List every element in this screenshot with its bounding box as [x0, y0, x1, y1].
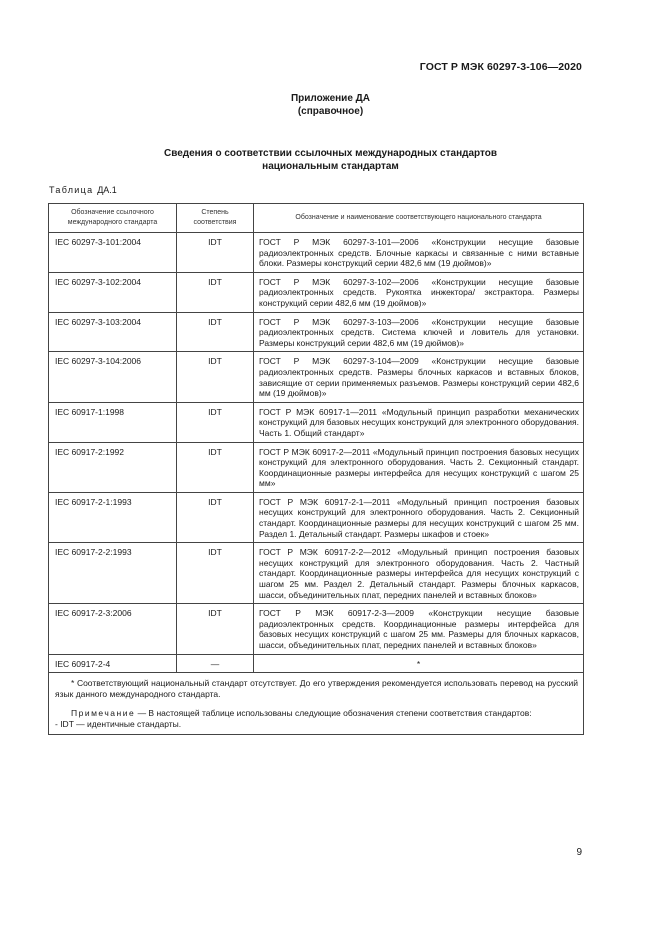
table-caption-id: ДА.1: [97, 185, 117, 195]
degree-of-correspondence: —: [177, 654, 254, 673]
international-standard: IEC 60917-1:1998: [49, 402, 177, 442]
section-title: [0, 147, 661, 173]
table-note: [55, 708, 578, 719]
degree-of-correspondence: IDT: [177, 272, 254, 312]
table-row: [49, 352, 584, 402]
international-standard: IEC 60297-3-102:2004: [49, 272, 177, 312]
international-standard: IEC 60917-2-3:2006: [49, 604, 177, 654]
degree-of-correspondence: IDT: [177, 604, 254, 654]
table-footnote-cell: [49, 673, 584, 734]
degree-of-correspondence: IDT: [177, 233, 254, 273]
international-standard: IEC 60297-3-101:2004: [49, 233, 177, 273]
table-row: [49, 402, 584, 442]
note-label: Примечание: [71, 708, 136, 719]
degree-of-correspondence: IDT: [177, 442, 254, 492]
table-row: [49, 604, 584, 654]
national-standard: ГОСТ Р МЭК 60297-3-104—2009 «Конструкции несущие базовые радиоэлектронных средств. Размеры блочных каркасов и вставных блоков, зависящие от серии применяемых разъемов. Размеры конструкций серии 482,6 мм (19 дюймов)»: [254, 352, 584, 402]
column-header-national: Обозначение и наименование соответствующего национального стандарта: [254, 204, 584, 233]
note-text: — В настоящей таблице использованы следующие обозначения степени соответствия стандартов:: [135, 708, 532, 719]
international-standard: IEC 60297-3-103:2004: [49, 312, 177, 352]
table-row: [49, 272, 584, 312]
national-standard: ГОСТ Р МЭК 60297-3-102—2006 «Конструкции несущие базовые радиоэлектронных средств. Рукоятка инжектора/ экстрактора. Размеры конструкций серии 482,6 мм (19 дюймов)»: [254, 272, 584, 312]
table-caption: [49, 185, 117, 195]
national-standard: ГОСТ Р МЭК 60917-2-3—2009 «Конструкции несущие базовые радиоэлектронных средств. Координационные размеры интерфейса для базовых несущих конструкций с шагом 25 мм. Размеры для блочных каркасов, шасси, объединительных плат, передних панелей и вставных блоков»: [254, 604, 584, 654]
international-standard: IEC 60917-2:1992: [49, 442, 177, 492]
degree-of-correspondence: IDT: [177, 492, 254, 542]
table-row: [49, 312, 584, 352]
column-header-international: Обозначение ссылочного международного стандарта: [49, 204, 177, 233]
table-footnote-row: [49, 673, 584, 734]
national-standard: ГОСТ Р МЭК 60917-2-1—2011 «Модульный принцип построения базовых несущих конструкций для электронного оборудования. Часть 2. Секционный стандарт. Координационные размеры для несущих конструкций с шагом 25 мм. Раздел 1. Детальный стандарт. Размеры шкафов и стоек»: [254, 492, 584, 542]
degree-of-correspondence: IDT: [177, 312, 254, 352]
table-row: [49, 654, 584, 673]
international-standard: IEC 60297-3-104:2006: [49, 352, 177, 402]
table-row: [49, 233, 584, 273]
table-caption-word: Таблица: [49, 185, 94, 195]
degree-of-correspondence: IDT: [177, 402, 254, 442]
degree-of-correspondence: IDT: [177, 352, 254, 402]
appendix-heading: [0, 92, 661, 118]
table-footnote: * Соответствующий национальный стандарт отсутствует. До его утверждения рекомендуется использовать перевод на русский язык данного международного стандарта.: [55, 678, 578, 699]
international-standard: IEC 60917-2-1:1993: [49, 492, 177, 542]
section-title-line2: национальным стандартам: [262, 161, 399, 172]
page-number: 9: [576, 847, 582, 858]
section-title-line1: Сведения о соответствии ссылочных международных стандартов: [163, 148, 498, 159]
column-header-degree: Степень соответствия: [177, 204, 254, 233]
document-header: ГОСТ Р МЭК 60297-3-106—2020: [419, 61, 582, 73]
table-row: [49, 543, 584, 604]
correspondence-table: [48, 203, 584, 735]
appendix-subtitle: (справочное): [297, 106, 364, 117]
degree-of-correspondence: IDT: [177, 543, 254, 604]
table-row: [49, 492, 584, 542]
appendix-title: Приложение ДА: [290, 93, 371, 104]
national-standard: ГОСТ Р МЭК 60917-1—2011 «Модульный принцип разработки механических конструкций для базовых несущих конструкций для электронного оборудования. Часть 1. Общий стандарт»: [254, 402, 584, 442]
international-standard: IEC 60917-2-4: [49, 654, 177, 673]
national-standard: *: [254, 654, 584, 673]
national-standard: ГОСТ Р МЭК 60917-2—2011 «Модульный принцип построения базовых несущих конструкций для электронного оборудования. Часть 2. Секционный стандарт. Координационные размеры интерфейса для несущих конструкций с шагом 25 мм»: [254, 442, 584, 492]
table-header-row: [49, 204, 584, 233]
table-row: [49, 442, 584, 492]
national-standard: ГОСТ Р МЭК 60297-3-103—2006 «Конструкции несущие базовые радиоэлектронных средств. Система ключей и ловитель для установки. Размеры конструкций серии 482,6 мм (19 дюймов)»: [254, 312, 584, 352]
national-standard: ГОСТ Р МЭК 60917-2-2—2012 «Модульный принцип построения базовых несущих конструкций для электронного оборудования. Часть 2. Частный стандарт. Координационные размеры интерфейса для несущих конструкций с шагом 25 мм. Раздел 2. Детальный стандарт. Размеры блочных каркасов, шасси, объединительных плат, передних панелей и вставных блоков»: [254, 543, 584, 604]
note-item: - IDT — идентичные стандарты.: [55, 718, 182, 729]
international-standard: IEC 60917-2-2:1993: [49, 543, 177, 604]
national-standard: ГОСТ Р МЭК 60297-3-101—2006 «Конструкции несущие базовые радиоэлектронных средств. Блочные каркасы и связанные с ними вставные блоки. Размеры конструкций серии 482,6 мм (19 дюймов)»: [254, 233, 584, 273]
